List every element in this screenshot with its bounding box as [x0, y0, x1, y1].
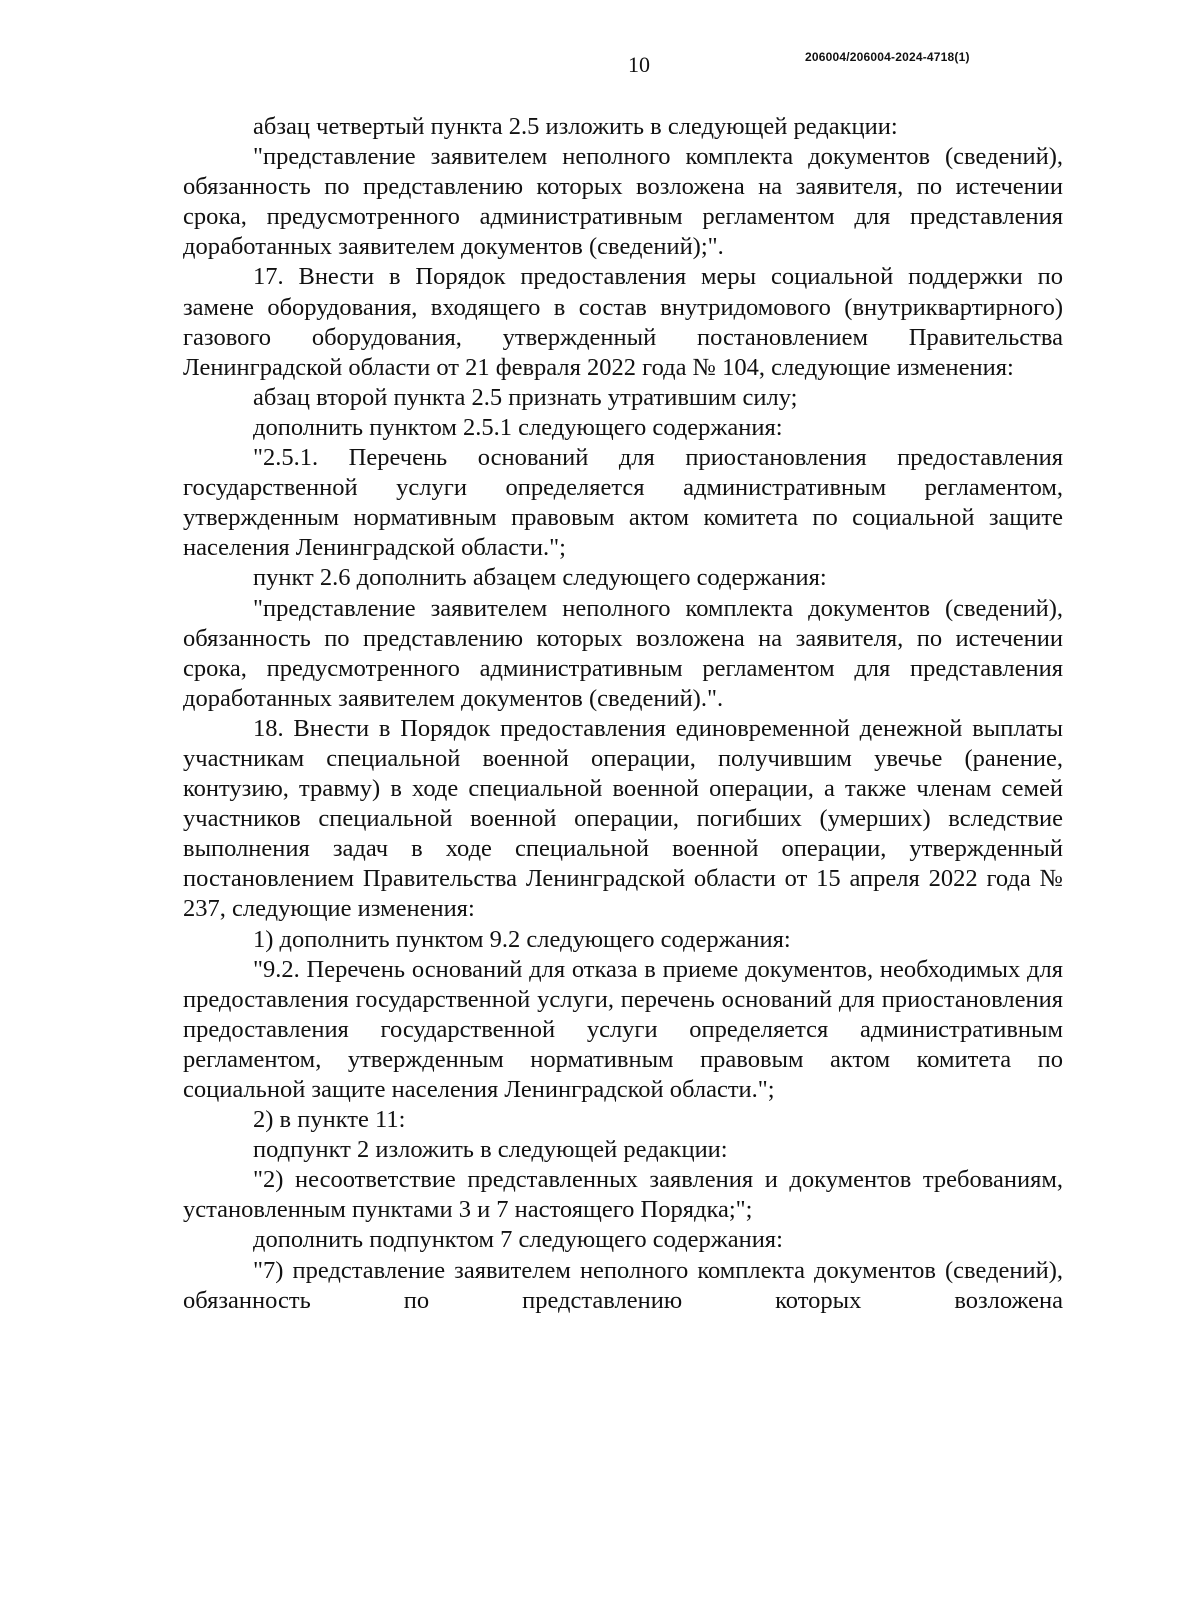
page-number: 10 — [628, 52, 650, 77]
paragraph: дополнить пунктом 2.5.1 следующего содержания: — [253, 413, 783, 441]
document-id: 206004/206004-2024-4718(1) — [805, 50, 970, 64]
paragraph: 17. Внести в Порядок предоставления меры социальной поддержки по замене оборудования, входящего в состав внутридомового (внутриквартирного) газового оборудования, утвержденный постановлением Правительства Ленинградской области от 21 февраля 2022 года № 104, следующие изменения: — [183, 263, 1063, 381]
paragraph: 2) в пункте 11: — [253, 1106, 406, 1134]
document-body — [183, 112, 1063, 1316]
paragraph: 18. Внести в Порядок предоставления единовременной денежной выплаты участникам специальной военной операции, получившим увечье (ранение, контузию, травму) в ходе специальной военной операции, а также членам семей участников специальной военной операции, погибших (умерших) вследствие выполнения задач в ходе специальной военной операции, утвержденный постановлением Правительства Ленинградской области от 15 апреля 2022 года № 237, следующие изменения: — [183, 714, 1063, 923]
paragraph: "представление заявителем неполного комплекта документов (сведений), обязанность по представлению которых возложена на заявителя, по истечении срока, предусмотренного административным регламентом для представления доработанных заявителем документов (сведений).". — [183, 594, 1063, 712]
paragraph: абзац четвертый пункта 2.5 изложить в следующей редакции: — [253, 113, 898, 140]
paragraph: "2) несоответствие представленных заявления и документов требованиям, установленным пунктами 3 и 7 настоящего Порядка;"; — [183, 1166, 1063, 1224]
paragraph: абзац второй пункта 2.5 признать утратившим силу; — [253, 383, 798, 411]
paragraph: "2.5.1. Перечень оснований для приостановления предоставления государственной услуги определяется административным регламентом, утвержденным нормативным правовым актом комитета по социальной защите населения Ленинградской области."; — [183, 444, 1063, 562]
paragraph: пункт 2.6 дополнить абзацем следующего содержания: — [253, 564, 827, 592]
paragraph: дополнить подпунктом 7 следующего содержания: — [253, 1226, 783, 1254]
paragraph: подпункт 2 изложить в следующей редакции: — [253, 1136, 728, 1164]
paragraph: 1) дополнить пунктом 9.2 следующего содержания: — [253, 925, 791, 953]
paragraph: "представление заявителем неполного комплекта документов (сведений), обязанность по представлению которых возложена на заявителя, по истечении срока, предусмотренного административным регламентом для представления доработанных заявителем документов (сведений);". — [183, 143, 1063, 261]
paragraph: "9.2. Перечень оснований для отказа в приеме документов, необходимых для предоставления государственной услуги, перечень оснований для приостановления предоставления государственной услуги определяется административным регламентом, утвержденным нормативным правовым актом комитета по социальной защите населения Ленинградской области."; — [183, 955, 1063, 1103]
paragraph: "7) представление заявителем неполного комплекта документов (сведений), обязанность по представлению которых возложена — [183, 1256, 1063, 1314]
